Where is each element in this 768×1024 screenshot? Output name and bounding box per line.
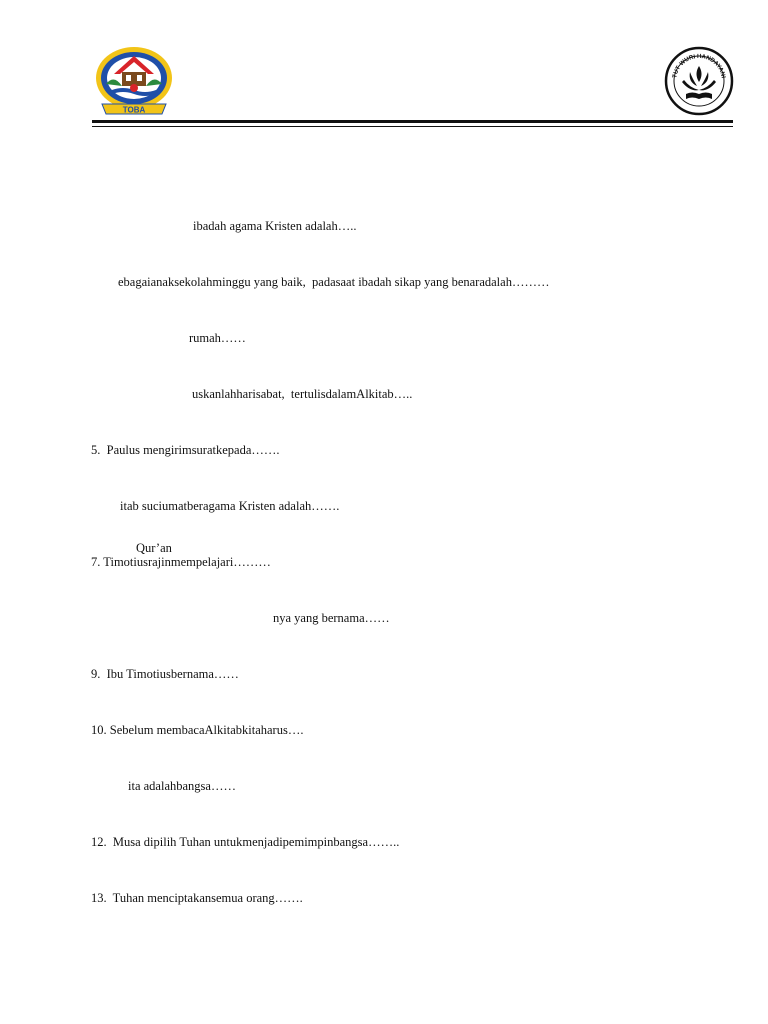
header-rule-thin xyxy=(92,126,733,127)
question-line: 10. Sebelum membacaAlkitabkitaharus…. xyxy=(91,723,304,737)
toba-banner-text: TOBA xyxy=(122,105,146,115)
question-line: ibadah agama Kristen adalah….. xyxy=(193,219,357,233)
question-line: ita adalahbangsa…… xyxy=(128,779,236,793)
tut-wuri-handayani-emblem-icon xyxy=(664,46,734,116)
header-rule-thick xyxy=(92,120,733,123)
question-line: uskanlahharisabat, tertulisdalamAlkitab….. xyxy=(192,387,413,401)
tut-wuri-ring-text: TUT WURI HANDAYANI xyxy=(672,53,726,79)
question-line: ebagaianaksekolahminggu yang baik, padasaat ibadah sikap yang benaradalah……… xyxy=(118,275,550,289)
answer-option: Qur’an xyxy=(136,541,172,555)
question-line: nya yang bernama…… xyxy=(273,611,390,625)
tut-wuri-handayani-logo xyxy=(664,46,734,116)
question-line: 7. Timotiusrajinmempelajari……… xyxy=(91,555,271,569)
question-line: itab suciumatberagama Kristen adalah……. xyxy=(120,499,340,513)
question-line: 5. Paulus mengirimsuratkepada……. xyxy=(91,443,280,457)
question-line: rumah…… xyxy=(189,331,246,345)
toba-regency-logo xyxy=(92,44,176,120)
question-line: 9. Ibu Timotiusbernama…… xyxy=(91,667,239,681)
question-line: 12. Musa dipilih Tuhan untukmenjadipemimpinbangsa…….. xyxy=(91,835,400,849)
toba-regency-emblem-icon xyxy=(92,44,176,120)
question-line: 13. Tuhan menciptakansemua orang……. xyxy=(91,891,303,905)
